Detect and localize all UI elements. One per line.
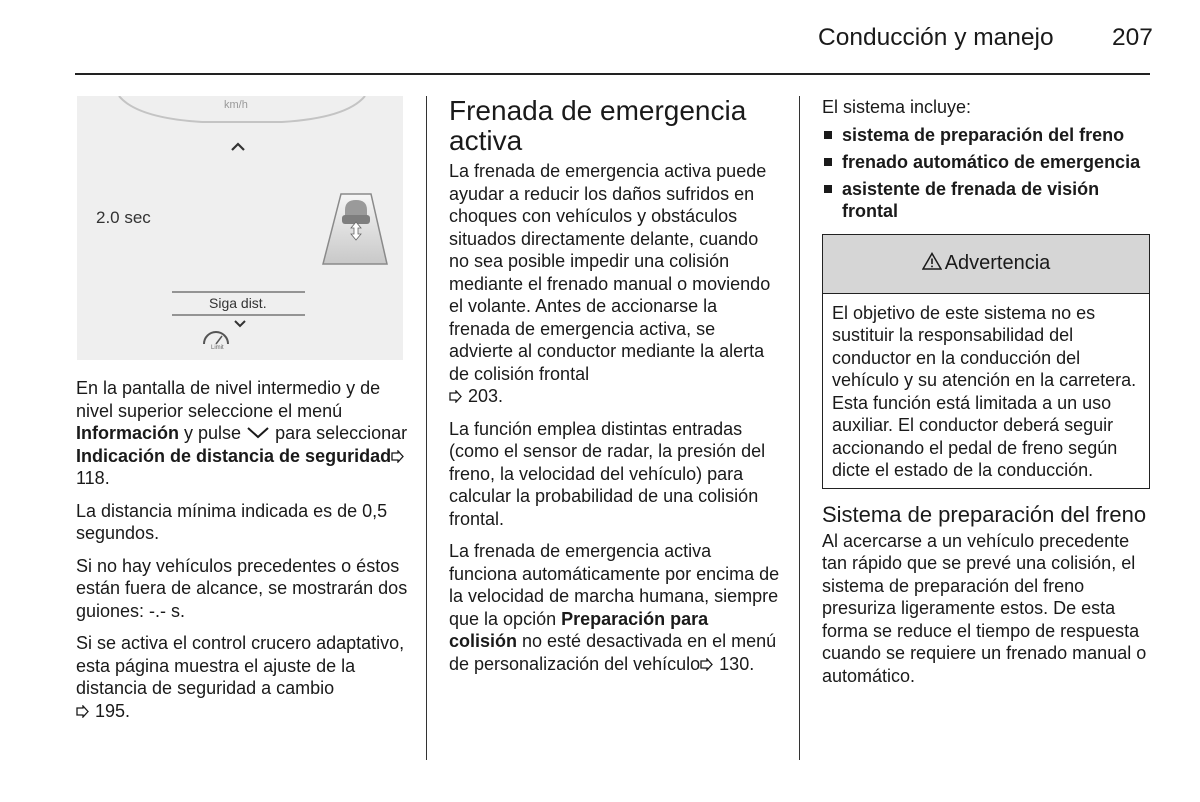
instrument-display-figure	[77, 96, 403, 360]
warning-title: Advertencia	[944, 252, 1051, 275]
paragraph: Si no hay vehículos precedentes o éstos están fuera de alcance, se mostrarán dos guiones: -.- s.	[76, 555, 408, 621]
feature-list	[822, 124, 1150, 222]
subsection-heading: Sistema de preparación del freno	[822, 501, 1147, 527]
text: para seleccionar	[270, 423, 408, 443]
page-reference-icon	[449, 385, 463, 408]
warning-text: El objetivo de este sistema no es sustituir la responsabilidad del conductor en la conducción del vehículo y su atención en la carretera. Esta función está limitada a un uso auxiliar. El conductor deberá seguir accionando el pedal de freno según dicte el estado de la conducción.	[832, 302, 1137, 480]
paragraph: La distancia mínima indicada es de 0,5 segundos.	[76, 500, 388, 543]
option-name: Preparación para colisión	[449, 608, 709, 651]
list-item-text: sistema de preparación del freno	[842, 124, 1125, 145]
page-reference: 203.	[463, 386, 504, 406]
limit-label: Limit	[211, 345, 224, 351]
text: La frenada de emergencia activa puede ayudar a reducir los daños sufridos en choques con vehículos y obstáculos situados directamente delante, cuando no sea posible impedir una colisión mediante el frenado manual o moviendo el volante. Antes de accionarse la frenada de emergencia activa, se advierte al conductor mediante la alerta de colisión frontal	[449, 161, 771, 384]
page-reference: 118.	[76, 468, 110, 488]
page-reference-icon	[700, 653, 714, 676]
display-illustration	[77, 96, 403, 360]
warning-header	[823, 235, 1149, 294]
page-header-title: Conducción y manejo	[818, 24, 1054, 51]
list-item	[822, 178, 1150, 222]
bullet-icon	[824, 158, 832, 166]
list-item	[822, 151, 1150, 173]
column-3	[822, 96, 1150, 697]
paragraph	[449, 540, 781, 675]
bullet-icon	[824, 131, 832, 139]
column-divider-2	[799, 96, 800, 760]
speed-unit-label: km/h	[224, 99, 248, 111]
column-1	[76, 377, 410, 732]
page-number: 207	[1112, 24, 1153, 51]
page-reference: 130.	[714, 653, 755, 674]
bullet-icon	[824, 185, 832, 193]
header-rule	[75, 73, 1150, 75]
text: no esté desactivada en el menú de personalización del vehículo	[449, 631, 777, 674]
list-intro: El sistema incluye:	[822, 97, 972, 117]
page-reference-icon	[391, 445, 405, 468]
paragraph-menu-instructions	[76, 377, 410, 490]
page-reference: 195.	[90, 700, 131, 721]
warning-box	[822, 234, 1150, 489]
section-heading: Frenada de emergencia activa	[449, 95, 747, 156]
list-item-text: asistente de frenada de visión frontal	[842, 178, 1100, 221]
text: Si se activa el control crucero adaptativo, esta página muestra el ajuste de la distancia de seguridad a cambio	[76, 633, 405, 698]
list-item-text: frenado automático de emergencia	[842, 151, 1141, 172]
text: La frenada de emergencia activa funciona automáticamente por encima de la velocidad de marcha humana, siempre que la opción	[449, 541, 780, 629]
paragraph	[449, 160, 781, 408]
warning-triangle-icon	[922, 252, 942, 276]
page-reference-icon	[76, 700, 90, 723]
option-name: Indicación de distancia de seguridad	[76, 445, 392, 466]
text: y pulse	[179, 423, 247, 443]
paragraph	[76, 632, 410, 722]
text: En la pantalla de nivel intermedio y de nivel superior seleccione el menú	[76, 378, 381, 421]
follow-distance-label: Siga dist.	[209, 295, 267, 311]
menu-name: Información	[76, 423, 180, 443]
list-item	[822, 124, 1150, 146]
chevron-down-icon	[246, 423, 270, 443]
paragraph: Al acercarse a un vehículo precedente tan rápido que se prevé una colisión, el sistema de preparación del freno presuriza ligeramente estos. De esta forma se reduce el tiempo de respuesta cuando se requiere un frenado manual o automático.	[822, 530, 1147, 686]
distance-value: 2.0 sec	[96, 208, 151, 227]
column-divider-1	[426, 96, 427, 760]
paragraph: La función emplea distintas entradas (como el sensor de radar, la presión del freno, la velocidad del vehículo) para calcular la probabilidad de una colisión frontal.	[449, 418, 766, 529]
column-2	[449, 96, 781, 685]
